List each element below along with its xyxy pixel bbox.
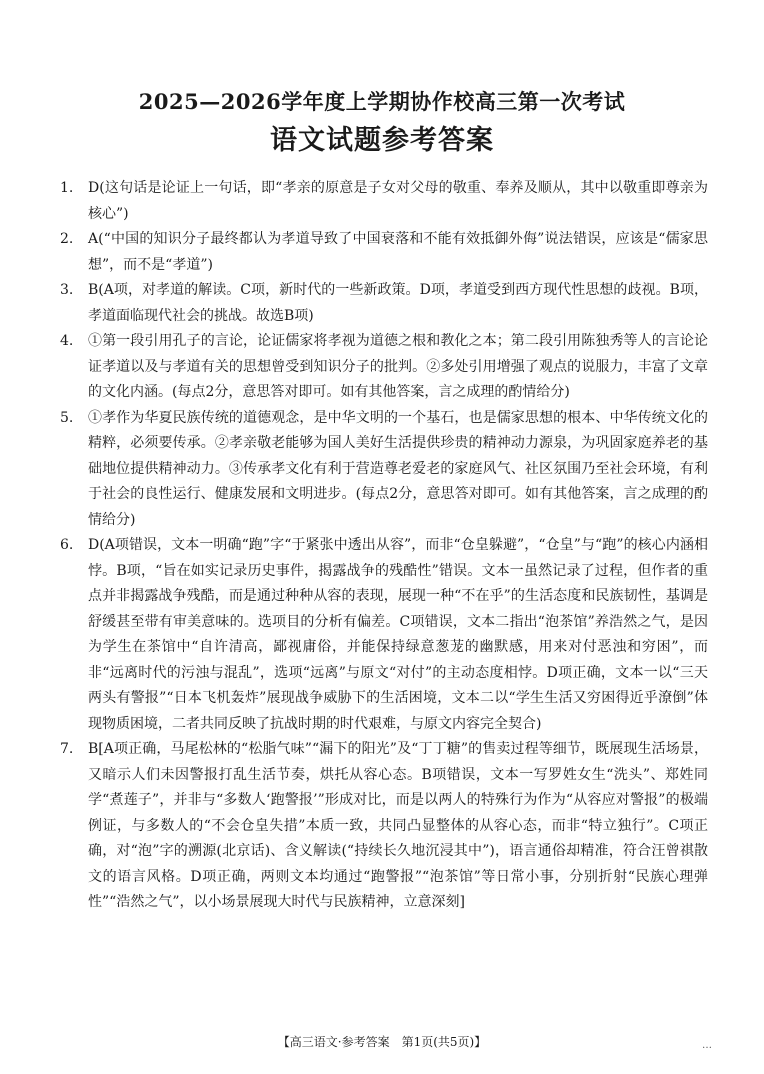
answer-item-2 bbox=[60, 227, 708, 278]
document-title: 语文试题参考答案 bbox=[270, 125, 494, 156]
answer-number: 1. bbox=[60, 180, 74, 196]
answer-text: ①孝作为华夏民族传统的道德观念，是中华文明的一个基石，也是儒家思想的根本、中华传统文化的精粹，必须要传承。②孝亲敬老能够为国人美好生活提供珍贵的精神动力源泉，为巩固家庭养老的基础地位提供精神动力。③传承孝文化有利于营造尊老爱老的家庭风气、社区氛围乃至社会环境，有利于社会的良性运行、健康发展和文明进步。(每点2分，意思答对即可。如有其他答案，言之成理的酌情给分) bbox=[88, 409, 708, 528]
answer-number: 2. bbox=[60, 231, 74, 247]
answer-item-3 bbox=[60, 278, 708, 329]
answer-item-1 bbox=[60, 176, 708, 227]
answer-item-4 bbox=[60, 329, 708, 406]
answer-text: B(A项，对孝道的解读。C项，新时代的一些新政策。D项，孝道受到西方现代性思想的歧视。B项，孝道面临现代社会的挑战。故选B项) bbox=[88, 282, 708, 324]
answer-text: D(这句话是论证上一句话，即“孝亲的原意是子女对父母的敬重、奉养及顺从，其中以敬重即尊亲为核心”) bbox=[88, 180, 708, 222]
page-footer: 【高三语文·参考答案 第1页(共5页)】 bbox=[277, 1035, 487, 1049]
answer-text: D(A项错误，文本一明确“跑”字“于紧张中透出从容”，而非“仓皇躲避”，“仓皇”与“跑”的核心内涵相悖。B项，“旨在如实记录历史事件，揭露战争的残酷性”错误。文本一虽然记录了过程，但作者的重点并非揭露战争残酷，而是通过种种从容的表现，展现一种“不在乎”的生活态度和民族韧性，基调是舒缓甚至带有审美意味的。选项目的分析有偏差。C项错误，文本二指出“泡茶馆”养浩然之气，是因为学生在茶馆中“自许清高，鄙视庸俗，并能保持绿意葱茏的幽默感，用来对付恶浊和穷困”，而非“远离时代的污浊与混乱”，选项“远离”与原文“对付”的主动态度相悖。D项正确，文本一以“三天两头有警报”“日本飞机轰炸”展现战争威胁下的生活困境，文本二以“学生生活又穷困得近乎潦倒”体现物质困境，二者共同反映了抗战时期的时代艰难，与原文内容完全契合) bbox=[88, 537, 708, 732]
answer-text: ①第一段引用孔子的言论，论证儒家将孝视为道德之根和教化之本；第二段引用陈独秀等人的言论论证孝道以及与孝道有关的思想曾受到知识分子的批判。②多处引用增强了观点的说服力，丰富了文章的文化内涵。(每点2分，意思答对即可。如有其他答案，言之成理的酌情给分) bbox=[88, 333, 708, 400]
answer-item-5 bbox=[60, 406, 708, 534]
answer-number: 7. bbox=[60, 741, 74, 757]
answer-number: 3. bbox=[60, 282, 74, 298]
answer-text: B[A项正确，马尾松林的“松脂气味”“漏下的阳光”及“丁丁糖”的售卖过程等细节，既展现生活场景，又暗示人们未因警报打乱生活节奏，烘托从容心态。B项错误，文本一写罗姓女生“洗头”、郑姓同学“煮莲子”，并非与“多数人‘跑警报’”形成对比，而是以两人的特殊行为作为“从容应对警报”的极端例证，与多数人的“不会仓皇失措”本质一致，共同凸显整体的从容心态，而非“特立独行”。C项正确，对“泡”字的溯源(北京话)、含义解读(“持续长久地沉浸其中”)，语言通俗却精准，符合汪曾祺散文的语言风格。D项正确，两则文本均通过“跑警报”“泡茶馆”等日常小事，分别折射“民族心理弹性”“浩然之气”，以小场景展现大时代与民族精神，立意深刻] bbox=[88, 741, 708, 910]
corner-mark: … bbox=[702, 1040, 712, 1051]
answer-number: 6. bbox=[60, 537, 74, 553]
answer-item-7 bbox=[60, 737, 708, 916]
answer-item-6 bbox=[60, 533, 708, 737]
exam-title: 2025—2026学年度上学期协作校高三第一次考试 bbox=[138, 89, 626, 114]
answer-list bbox=[60, 176, 708, 916]
answer-number: 5. bbox=[60, 409, 74, 426]
answer-number: 4. bbox=[60, 333, 74, 349]
answer-text: A(“中国的知识分子最终都认为孝道导致了中国衰落和不能有效抵御外侮”说法错误，应该是“儒家思想”，而不是“孝道”) bbox=[88, 231, 708, 273]
